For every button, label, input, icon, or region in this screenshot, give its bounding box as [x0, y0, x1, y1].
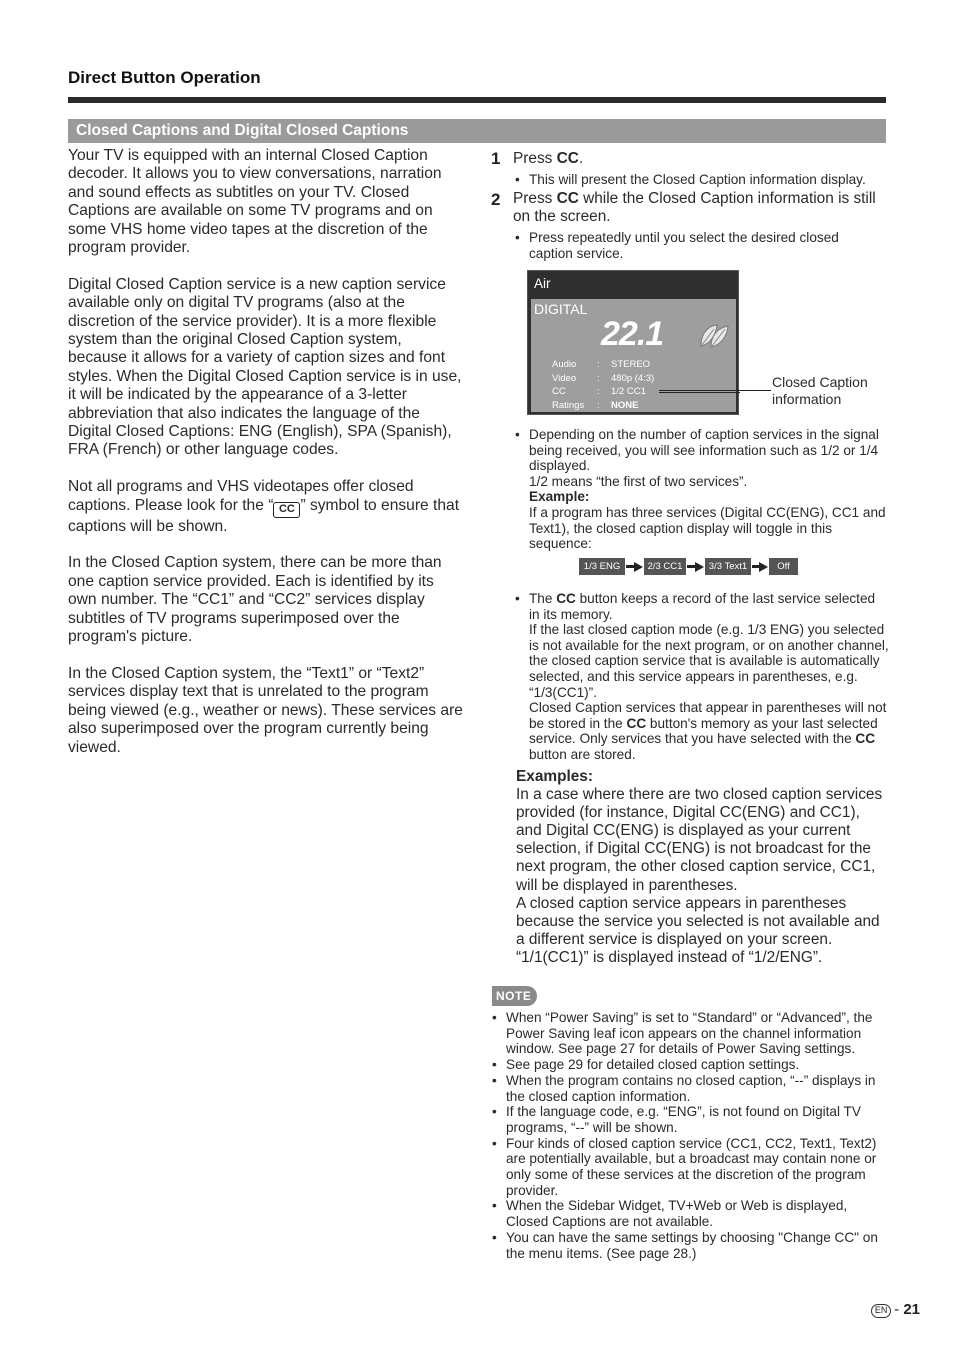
section-title-bar — [68, 119, 886, 143]
osd-row-cc — [552, 386, 646, 397]
p3-before: Not all programs and VHS videotapes offer closed captions. Please look for the “ — [68, 478, 414, 514]
step-1-number: 1 — [491, 149, 501, 168]
cc-info-display — [527, 270, 739, 415]
note-list — [506, 1010, 891, 1261]
left-column — [68, 147, 463, 775]
step-1-bullet-text: This will present the Closed Caption information display. — [529, 172, 866, 187]
step-2-rest: while the Closed Caption information is still on the screen. — [513, 190, 876, 225]
sequence-arrow-icon — [695, 562, 704, 572]
step-2-text — [513, 190, 883, 225]
en-language-icon: EN — [871, 1304, 891, 1318]
memory-c1: Closed Caption services that appear in parentheses will not be stored in the — [529, 700, 887, 731]
sequence-box: 2/3 CC1 — [644, 558, 686, 575]
memory-c3: button are stored. — [529, 746, 636, 762]
caption-number-meaning: 1/2 means “the first of two services”. — [529, 473, 748, 489]
step-2-number: 2 — [491, 190, 501, 209]
memory-a1: The — [529, 591, 557, 606]
step-2-press: Press — [513, 190, 557, 207]
cc-key: CC — [556, 591, 576, 606]
osd-panel — [531, 299, 736, 412]
example-text: If a program has three services (Digital CC(ENG), CC1 and Text1), the closed caption display will toggle in this sequence: — [529, 504, 886, 552]
example-heading: Example: — [529, 489, 590, 505]
page-header-title: Direct Button Operation — [68, 68, 261, 87]
bullet-dot: • — [515, 230, 520, 245]
osd-value: 480p (4:3) — [611, 373, 655, 384]
memory-line-a — [529, 591, 889, 622]
osd-mode: DIGITAL — [534, 301, 588, 317]
footer-separator: - — [894, 1301, 904, 1318]
examples-heading: Examples: — [516, 768, 593, 785]
note-item: • When “Power Saving” is set to “Standard” or “Advanced”, the Power Saving leaf icon appears on the channel information window. See page 27 for details of Power Saving settings. — [506, 1010, 891, 1057]
cc-services-paragraph: In the Closed Caption system, there can be more than one caption service provided. Each is identified by its own number. The “CC1” and “CC2” services display subtitles of TV programs superimposed over the program's picture. — [68, 554, 442, 646]
power-saving-leaf-icon — [698, 323, 730, 349]
step-1-end: . — [578, 150, 584, 167]
memory-c2: button's memory as your last selected service. Only services that you have selected with the — [529, 715, 878, 747]
osd-colon: : — [597, 386, 600, 397]
osd-colon: : — [597, 400, 600, 411]
osd-label: Audio — [552, 359, 577, 370]
header-rule — [68, 97, 886, 103]
intro-paragraph: Your TV is equipped with an internal Closed Caption decoder. It allows you to view conversations, narration and sound effects as subtitles on your TV. Closed Captions are available on some TV programs and on some VHS home video tapes at the discretion of the program provider. — [68, 147, 442, 257]
cc-symbol-paragraph — [68, 478, 463, 536]
osd-row-audio — [552, 359, 651, 370]
page-number: 21 — [903, 1301, 920, 1318]
page-footer — [871, 1301, 920, 1318]
callout-label-line-2: information — [772, 391, 842, 407]
osd-value: STEREO — [611, 359, 651, 370]
sequence-arrow-icon — [759, 562, 768, 572]
note-item: • When the Sidebar Widget, TV+Web or Web is displayed, Closed Captions are not available. — [506, 1198, 891, 1229]
step-1-press: Press — [513, 150, 557, 167]
cc-memory-bullet — [515, 591, 889, 763]
memory-a2: button keeps a record of the last service selected in its memory. — [529, 591, 876, 622]
note-item: • If the language code, e.g. “ENG”, is not found on Digital TV programs, “--” will be shown. — [506, 1104, 891, 1135]
osd-row-video — [552, 373, 655, 384]
osd-source: Air — [534, 276, 551, 291]
callout-line — [659, 390, 771, 391]
step-1-bullet — [515, 172, 889, 188]
callout-label-line-1: Closed Caption — [772, 374, 868, 390]
caption-number-bullet — [515, 427, 886, 552]
cc-key: CC — [556, 150, 579, 167]
cc-key: CC — [855, 731, 876, 747]
callout-line-inner — [659, 392, 740, 393]
step-2-bullet-text: Press repeatedly until you select the desired closed caption service. — [529, 230, 839, 261]
examples-paragraph-2: A closed caption service appears in parentheses because the service you selected is not available and a different service is displayed on your screen. “1/1(CC1)” is displayed instead of “1/2/ENG”. — [516, 894, 880, 966]
text-services-paragraph: In the Closed Caption system, the “Text1” or “Text2” services display text that is unrelated to the program being viewed (e.g., weather or news). These services are also superimposed over the program currently being viewed. — [68, 664, 463, 756]
osd-row-ratings — [552, 400, 639, 411]
note-item: • Four kinds of closed caption service (CC1, CC2, Text1, Text2) are potentially available, but a broadcast may contain none or only some of these services at the discretion of the program provider. — [506, 1136, 891, 1199]
bullet-dot: • — [515, 427, 520, 442]
section-title: Closed Captions and Digital Closed Captions — [76, 122, 409, 139]
bullet-dot: • — [515, 591, 520, 606]
note-badge: NOTE — [492, 986, 537, 1006]
p3-after: ” symbol to ensure that captions will be shown. — [68, 496, 460, 535]
osd-value: NONE — [611, 400, 639, 411]
osd-colon: : — [597, 373, 600, 384]
cc-key: CC — [556, 190, 579, 207]
note-item: • See page 29 for detailed closed caption settings. — [506, 1057, 891, 1073]
step-1-text — [513, 150, 583, 168]
callout-label — [772, 374, 868, 408]
step-2-bullet — [515, 230, 874, 261]
sequence-box: 1/3 ENG — [579, 558, 625, 575]
osd-value: 1/2 CC1 — [611, 386, 646, 397]
note-item: • You can have the same settings by choosing "Change CC" on the menu items. (See page 28.) — [506, 1230, 891, 1261]
osd-channel-number: 22.1 — [601, 315, 664, 353]
cc-key: CC — [626, 715, 647, 731]
sequence-arrow-icon — [634, 562, 643, 572]
bullet-dot: • — [515, 172, 520, 187]
cc-symbol-icon: CC — [273, 502, 300, 518]
osd-colon: : — [597, 359, 600, 370]
examples-block — [516, 768, 886, 967]
digital-cc-paragraph: Digital Closed Caption service is a new caption service available only on digital TV programs (also at the discretion of the service provider). It is a more flexible system than the original Closed Caption system, because it allows for a variety of caption sizes and font styles. When the Digital Closed Caption service is in use, it will be indicated by the appearance of a 3-letter abbreviation that also indicates the language of the Digital Closed Captions: ENG (English), SPA (Spanish), FRA (French) or other language codes. — [68, 275, 462, 459]
examples-paragraph-1: In a case where there are two closed caption services provided (for instance, Digital CC(ENG) and CC1), and Digital CC(ENG) is displayed as your current selection, if Digital CC(ENG) is not broadcast for the next program, the other closed caption service, CC1, will be displayed in parentheses. — [516, 786, 883, 894]
note-item: • When the program contains no closed caption, “--” displays in the closed caption information. — [506, 1073, 891, 1104]
osd-label: Video — [552, 373, 577, 384]
sequence-box: Off — [769, 558, 798, 575]
memory-line-b: If the last closed caption mode (e.g. 1/3 ENG) you selected is not available for the next program, or on another channel, the closed caption service that is available is automatically selected, and this service appears in parentheses, e.g. “1/3(CC1)”. — [529, 622, 889, 700]
osd-label: CC — [552, 386, 566, 397]
sequence-box: 3/3 Text1 — [705, 558, 751, 575]
memory-line-c — [529, 700, 889, 762]
caption-number-text: Depending on the number of caption services in the signal being received, you will see information such as 1/2 or 1/4 displayed. — [529, 427, 879, 474]
osd-label: Ratings — [552, 400, 585, 411]
